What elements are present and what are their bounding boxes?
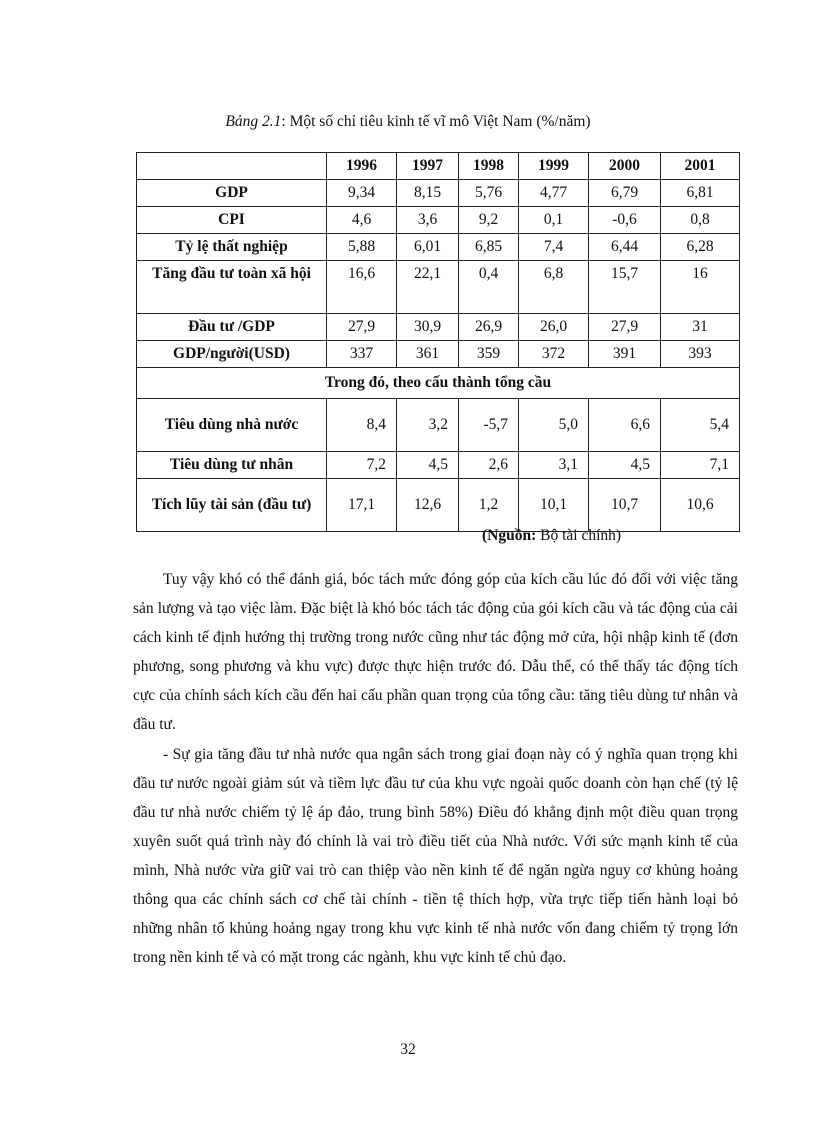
- section-heading: Trong đó, theo cấu thành tổng cầu: [137, 368, 740, 399]
- table-cell: 6,79: [589, 180, 661, 207]
- table-row-cpi: [137, 207, 740, 234]
- table-row-gdp: [137, 180, 740, 207]
- table-cell: 3,1: [519, 452, 589, 479]
- table-cell: 31: [661, 314, 740, 341]
- table-cell: 7,4: [519, 234, 589, 261]
- table-cell: 361: [397, 341, 459, 368]
- table-cell: 4,5: [397, 452, 459, 479]
- table-cell: 391: [589, 341, 661, 368]
- header-year: 2001: [661, 153, 740, 180]
- paragraph: - Sự gia tăng đầu tư nhà nước qua ngân sách trong giai đoạn này có ý nghĩa quan trọng khi đầu tư nước ngoài giảm sút và tiềm lực đầu tư của khu vực ngoài quốc doanh còn hạn chế (tỷ lệ đầu tư nhà nước chiếm tỷ lệ áp đảo, trung bình 58%) Điều đó khẳng định một điều quan trọng xuyên suốt quá trình này đó chính là vai trò điều tiết của Nhà nước. Với sức mạnh kinh tế của mình, Nhà nước vừa giữ vai trò can thiệp vào nền kinh tế để ngăn ngừa nguy cơ khủng hoảng thông qua các chính sách cơ chế tài chính - tiền tệ thích hợp, vừa trực tiếp tiến hành loại bỏ những nhân tố khủng hoảng ngay trong khu vực kinh tế nhà nước vốn đang chiếm tỷ trọng lớn trong nền kinh tế và có mặt trong các ngành, khu vực kinh tế chủ đạo.: [133, 745, 738, 967]
- table-row-investment-gdp: [137, 314, 740, 341]
- table-row-private-consumption: [137, 452, 740, 479]
- caption-table-number: Bảng 2.1: [225, 113, 282, 130]
- table-row-capital-accumulation: [137, 479, 740, 532]
- table-cell: 6,28: [661, 234, 740, 261]
- header-year: 1996: [327, 153, 397, 180]
- table-cell: 2,6: [459, 452, 519, 479]
- table-cell: 6,01: [397, 234, 459, 261]
- table-cell: 12,6: [397, 479, 459, 532]
- table-cell: 10,1: [519, 479, 589, 532]
- table-cell: 6,8: [519, 261, 589, 314]
- table-cell: 5,76: [459, 180, 519, 207]
- table-cell: 1,2: [459, 479, 519, 532]
- table-cell: 16: [661, 261, 740, 314]
- table-cell: 4,6: [327, 207, 397, 234]
- row-label: Tiêu dùng nhà nước: [137, 399, 327, 452]
- table-cell: 22,1: [397, 261, 459, 314]
- table-cell: 3,6: [397, 207, 459, 234]
- table-cell: 393: [661, 341, 740, 368]
- row-label: Tỷ lệ thất nghiệp: [137, 234, 327, 261]
- header-corner: [137, 153, 327, 180]
- table-cell: 7,1: [661, 452, 740, 479]
- table-cell: 8,15: [397, 180, 459, 207]
- table-cell: 10,7: [589, 479, 661, 532]
- table-cell: 6,44: [589, 234, 661, 261]
- table-cell: 3,2: [397, 399, 459, 452]
- table-cell: 17,1: [327, 479, 397, 532]
- paragraph: Tuy vậy khó có thể đánh giá, bóc tách mức đóng góp của kích cầu lúc đó đối với việc tăng sản lượng và tạo việc làm. Đặc biệt là khó bóc tách tác động của gói kích cầu và tác động của cải cách kinh tế định hướng thị trường trong nước cũng như tác động mở cửa, hội nhập kinh tế (đơn phương, song phương và khu vực) được thực hiện trước đó. Dẫu thế, có thể thấy tác động tích cực của chính sách kích cầu đến hai cấu phần quan trọng của tổng cầu: tăng tiêu dùng tư nhân và đầu tư.: [133, 571, 738, 734]
- table-cell: 27,9: [589, 314, 661, 341]
- row-label: Tích lũy tài sản (đầu tư): [137, 479, 327, 532]
- table-cell: 6,6: [589, 399, 661, 452]
- table-cell: 10,6: [661, 479, 740, 532]
- row-label: GDP/người(USD): [137, 341, 327, 368]
- macro-indicators-table: [136, 152, 740, 532]
- row-label: CPI: [137, 207, 327, 234]
- table-cell: 5,88: [327, 234, 397, 261]
- table-row-gdp-per-capita: [137, 341, 740, 368]
- table-cell: 7,2: [327, 452, 397, 479]
- table-cell: 6,81: [661, 180, 740, 207]
- table-cell: 27,9: [327, 314, 397, 341]
- table-cell: 16,6: [327, 261, 397, 314]
- source-label: (Nguồn:: [482, 527, 537, 544]
- table-cell: 4,77: [519, 180, 589, 207]
- table-cell: 0,8: [661, 207, 740, 234]
- table-cell: 372: [519, 341, 589, 368]
- table-cell: 0,1: [519, 207, 589, 234]
- row-label: GDP: [137, 180, 327, 207]
- table-cell: 4,5: [589, 452, 661, 479]
- table-cell: 8,4: [327, 399, 397, 452]
- table-source: [482, 527, 621, 545]
- header-year: 1999: [519, 153, 589, 180]
- table-header-row: [137, 153, 740, 180]
- row-label: Đầu tư /GDP: [137, 314, 327, 341]
- table-cell: 337: [327, 341, 397, 368]
- header-year: 1997: [397, 153, 459, 180]
- table-section-row: [137, 368, 740, 399]
- caption-title: : Một số chỉ tiêu kinh tế vĩ mô Việt Nam (%/năm): [281, 113, 591, 130]
- table-cell: 30,9: [397, 314, 459, 341]
- table-cell: 359: [459, 341, 519, 368]
- table-cell: 26,0: [519, 314, 589, 341]
- table-cell: 26,9: [459, 314, 519, 341]
- table-row-investment-growth: [137, 261, 740, 314]
- table-row-unemployment: [137, 234, 740, 261]
- table-cell: -5,7: [459, 399, 519, 452]
- table-cell: -0,6: [589, 207, 661, 234]
- table-caption: [0, 113, 816, 131]
- table-cell: 6,85: [459, 234, 519, 261]
- row-label: Tiêu dùng tư nhân: [137, 452, 327, 479]
- header-year: 2000: [589, 153, 661, 180]
- table-cell: 5,4: [661, 399, 740, 452]
- table-row-state-consumption: [137, 399, 740, 452]
- table-cell: 9,2: [459, 207, 519, 234]
- table-cell: 9,34: [327, 180, 397, 207]
- table-cell: 0,4: [459, 261, 519, 314]
- page-number: 32: [400, 1041, 416, 1058]
- source-text: Bộ tài chính): [536, 527, 622, 544]
- row-label: Tăng đầu tư toàn xã hội: [137, 261, 327, 314]
- body-text: [133, 565, 738, 972]
- table-cell: 15,7: [589, 261, 661, 314]
- header-year: 1998: [459, 153, 519, 180]
- table-cell: 5,0: [519, 399, 589, 452]
